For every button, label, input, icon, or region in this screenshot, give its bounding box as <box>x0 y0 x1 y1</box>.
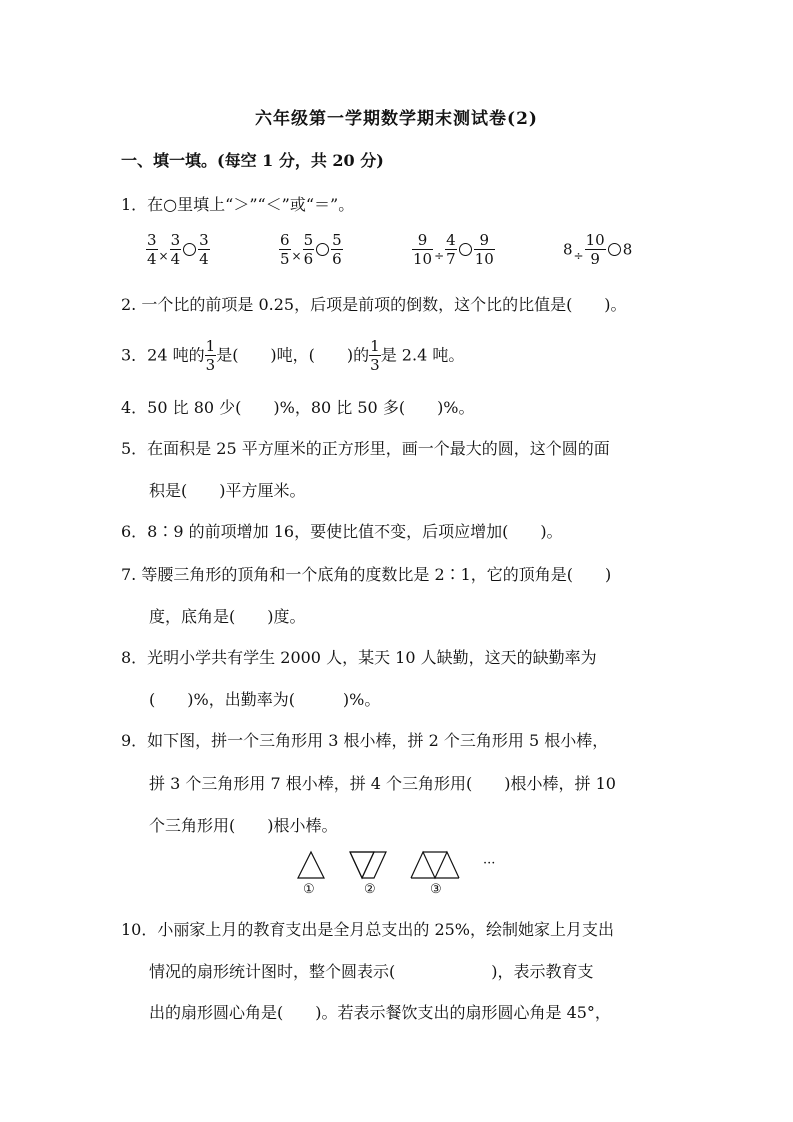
section-heading: 一、填一填。(每空 1 分，共 20 分) <box>121 151 384 170</box>
expression-4: 8÷ $\frac{10}{9}$ 8 <box>563 231 633 268</box>
label-3: ③ <box>430 882 442 897</box>
triangles-diagram <box>290 848 500 903</box>
fraction-one-third: $\frac{1}{3}$ <box>370 337 380 374</box>
triangle-1 <box>298 852 324 878</box>
expression-1: $\frac{3}{4}$ × $\frac{3}{4}$ $\frac{3}{4}$ <box>147 231 209 268</box>
page-title: 六年级第一学期数学期末测试卷(2) <box>255 109 538 129</box>
triangle-figure <box>290 848 500 903</box>
fraction: $\frac{6}{5}$ <box>280 231 290 268</box>
question-2: 2. 一个比的前项是 0.25，后项是前项的倒数，这个比的比值是( )。 <box>121 295 627 314</box>
fraction: $\frac{9}{10}$ <box>413 231 433 268</box>
fraction: $\frac{10}{9}$ <box>585 231 605 268</box>
fraction: $\frac{5}{6}$ <box>303 231 314 268</box>
ellipsis: ··· <box>483 856 496 871</box>
question-3: 3．24 吨的 $\frac{1}{3}$ 是( )吨，( )的 $\frac{1}{3}$ 是 2.4 吨。 <box>121 337 465 374</box>
fraction: $\frac{3}{4}$ <box>199 231 209 268</box>
fraction: $\frac{3}{4}$ <box>147 231 157 268</box>
fraction: $\frac{9}{10}$ <box>474 231 494 268</box>
fraction: $\frac{5}{6}$ <box>332 231 342 268</box>
circle-blank-icon <box>316 243 329 256</box>
circle-blank-icon <box>608 243 621 256</box>
fraction: $\frac{3}{4}$ <box>170 231 181 268</box>
circle-blank-icon <box>459 243 472 256</box>
question-8-line-1: 8．光明小学共有学生 2000 人，某天 10 人缺勤，这天的缺勤率为 <box>121 648 597 667</box>
question-10-line-3: 出的扇形圆心角是( )。若表示餐饮支出的扇形圆心角是 45°， <box>149 1003 611 1022</box>
question-6: 6．8∶9 的前项增加 16，要使比值不变，后项应增加( )。 <box>121 522 563 541</box>
question-5-line-1: 5．在面积是 25 平方厘米的正方形里，画一个最大的圆，这个圆的面 <box>121 439 610 458</box>
question-9-line-2: 拼 3 个三角形用 7 根小棒，拼 4 个三角形用( )根小棒，拼 10 <box>149 774 616 793</box>
expression-2: $\frac{6}{5}$ × $\frac{5}{6}$ $\frac{5}{6}$ <box>280 231 342 268</box>
question-9-line-3: 个三角形用( )根小棒。 <box>149 816 338 835</box>
question-10-line-2: 情况的扇形统计图时，整个圆表示( )，表示教育支 <box>149 962 594 981</box>
expression-3: $\frac{9}{10}$ ÷ $\frac{4}{7}$ $\frac{9}{10}$ <box>413 231 494 268</box>
question-9-line-1: 9．如下图，拼一个三角形用 3 根小棒，拼 2 个三角形用 5 根小棒， <box>121 731 609 750</box>
question-10-line-1: 10．小丽家上月的教育支出是全月总支出的 25%，绘制她家上月支出 <box>121 920 615 939</box>
triangle-2b <box>350 852 386 878</box>
question-7-line-2: 度，底角是( )度。 <box>149 607 306 626</box>
question-4: 4．50 比 80 少( )%，80 比 50 多( )%。 <box>121 398 475 417</box>
question-1: 1．在○里填上“＞”“＜”或“＝”。 <box>121 195 355 214</box>
circle-blank-icon <box>183 243 196 256</box>
label-2: ② <box>364 882 376 897</box>
label-1: ① <box>303 882 315 897</box>
triangle-2a <box>350 852 374 878</box>
triangle-3 <box>411 852 459 878</box>
fraction-one-third: $\frac{1}{3}$ <box>205 337 216 374</box>
question-7-line-1: 7. 等腰三角形的顶角和一个底角的度数比是 2∶1，它的顶角是( ) <box>121 565 612 584</box>
question-5-line-2: 积是( )平方厘米。 <box>149 481 306 500</box>
question-8-line-2: ( )%，出勤率为( )%。 <box>149 690 381 709</box>
fraction: $\frac{4}{7}$ <box>446 231 456 268</box>
